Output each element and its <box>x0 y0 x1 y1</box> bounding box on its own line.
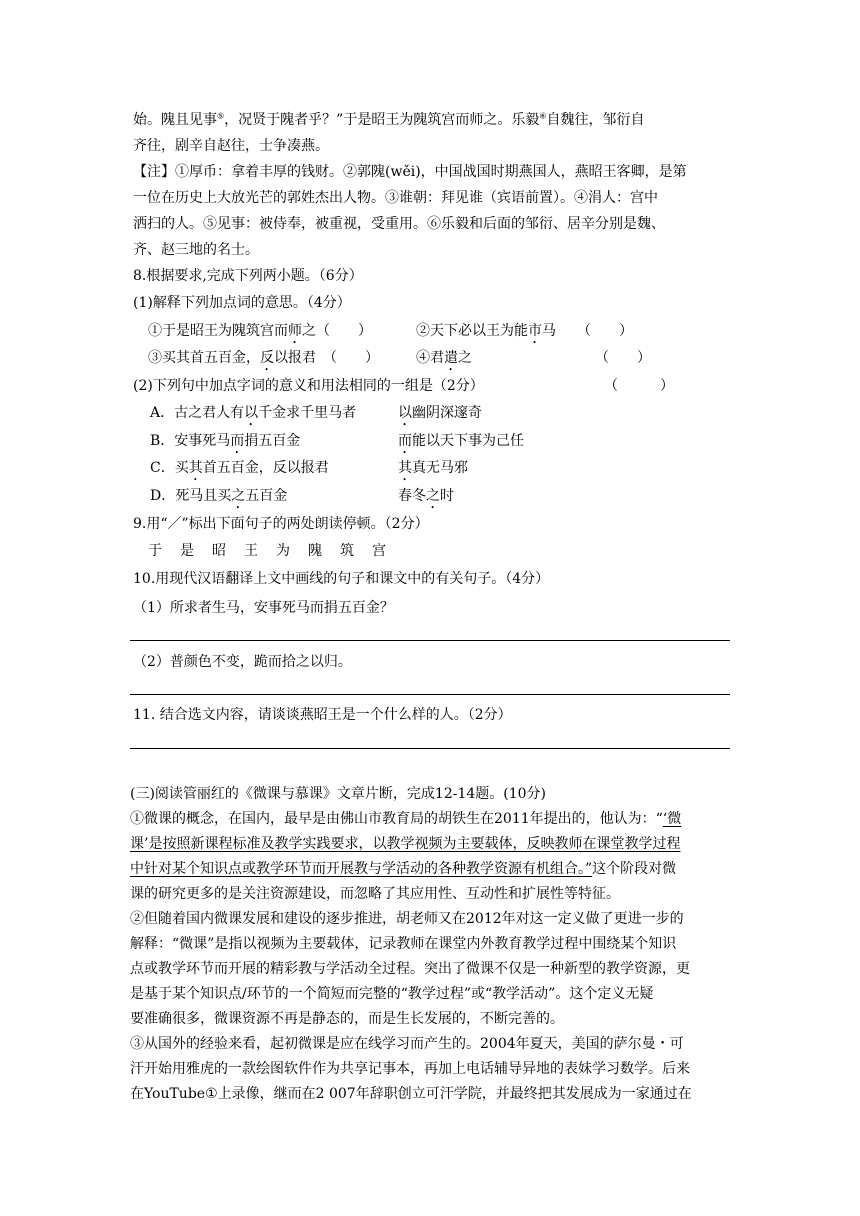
option-a-right <box>398 403 482 429</box>
q8-item-4-blank: （ ） <box>595 350 651 366</box>
question-8-sub2: (2)下列句中加点字词的意义和用法相同的一组是（2分） <box>133 378 484 394</box>
dotted-word: 以 <box>398 405 412 421</box>
option-c-right <box>398 458 468 484</box>
paragraph-3-line: 汗开始用雅虎的一款绘图软件作为共享记事本，再加上电话辅导异地的表妹学习数学。后来 <box>130 1061 690 1077</box>
paragraph-1-line: 课的研究更多的是关注资源建设，而忽略了其应用性、互动性和扩展性等特征。 <box>130 886 620 902</box>
dotted-word: 师 <box>288 323 302 339</box>
text: ②天下必以王为能 <box>416 323 528 339</box>
paragraph-1-line <box>130 809 681 829</box>
footnote-mark: ⑤ <box>217 111 225 121</box>
text: 这个阶段对微 <box>592 861 677 877</box>
passage-line <box>133 110 645 130</box>
sentence-char: 昭 <box>212 543 226 559</box>
question-11-title: 11. 结合选文内容，请谈谈燕昭王是一个什么样的人。（2分） <box>133 707 512 723</box>
dotted-word: 其 <box>398 460 412 476</box>
text: ④君 <box>416 350 444 366</box>
text: 春冬 <box>398 488 426 504</box>
text: ①于是昭王为隗筑宫而 <box>148 323 288 339</box>
option-c-left <box>150 458 329 484</box>
paragraph-2-line: 解释：“微课”是指以视频为主要载体，记录教师在课堂内外教育教学过程中围绕某个知识 <box>130 936 677 952</box>
text: 以报君 （ ） <box>274 350 379 366</box>
question-10-sentence-1: （1）所求者生马，安事死马而捐五百金？ <box>133 600 394 616</box>
text: A．古之君人有 <box>150 405 245 421</box>
text: ，况贤于隗者乎？”于是昭王为隗筑宫而师之。乐毅 <box>224 112 540 128</box>
note-line: 齐、赵三地的名士。 <box>133 242 259 258</box>
dotted-word: 之 <box>231 488 246 504</box>
paragraph-2-line: 要准确很多，微课资源不再是静态的，而是生长发展的，不断完善的。 <box>130 1011 564 1027</box>
text: D．死马且买 <box>150 488 232 504</box>
text: 真无马邪 <box>412 460 468 476</box>
text: 五百金 <box>245 488 288 504</box>
answer-line[interactable] <box>130 694 730 695</box>
question-9-title: 9.用“／”标出下面句子的两处朗读停顿。（2分） <box>133 516 429 532</box>
paragraph-3-line: 在YouTube①上录像，继而在2 007年辞职创立可汗学院，并最终把其发展成为一家通过在 <box>130 1086 692 1102</box>
answer-line[interactable] <box>130 748 730 749</box>
paragraph-3-line: ③从国外的经验来看，起初微课是应在线学习而产生的。2004年夏天，美国的萨尔曼・可 <box>130 1036 684 1052</box>
text: 能以天下事为己任 <box>412 433 524 449</box>
question-9-sentence <box>148 541 404 561</box>
dotted-word: 反 <box>260 350 274 366</box>
question-10-sentence-2: （2）普颜色不变，跪而拾之以归。 <box>133 654 352 670</box>
underlined-text: 中针对某个知识点或教学环节而开展教与学活动的各种教学资源有机组合。” <box>130 861 593 877</box>
note-line: 一位在历史上大放光芒的郭姓杰出人物。③谁朝：拜见谁（宾语前置）。④涓人：宫中 <box>133 190 658 206</box>
sentence-char: 为 <box>276 543 290 559</box>
text: C．买 <box>150 460 189 476</box>
sentence-char: 是 <box>180 543 194 559</box>
sentence-char: 宫 <box>372 543 386 559</box>
q8-item-4 <box>416 348 472 374</box>
answer-line[interactable] <box>130 640 730 641</box>
option-b-right <box>398 431 524 457</box>
question-8-sub1: (1)解释下列加点词的意思。（4分） <box>133 295 351 311</box>
text: 自魏往，邹衍自 <box>546 112 645 128</box>
paragraph-2-line: ②但随着国内微课发展和建设的逐步推进，胡老师又在2012年对这一定义做了更进一步的 <box>130 911 684 927</box>
dotted-word: 遣 <box>444 350 458 366</box>
footnote-mark: ⑥ <box>539 111 547 121</box>
paragraph-1-underlined-line: 课’是按照新课程标准及教学实践要求，以教学视频为主要载体，反映教师在课堂教学过程 <box>130 836 681 852</box>
dotted-word: 之 <box>426 488 440 504</box>
dotted-word: 市 <box>528 323 542 339</box>
underlined-text: ‘微 <box>662 811 682 827</box>
option-d-left <box>150 486 287 512</box>
text: ①微课的概念，在国内，最早是由佛山市教育局的胡铁生在2011年提出的，他认为：“ <box>130 811 663 827</box>
option-b-left <box>150 431 300 457</box>
note-line: 【注】①厚币：拿着丰厚的钱财。②郭隗(wěi)，中国战国时期燕国人，燕昭王客卿，是第 <box>133 164 687 180</box>
q8-item-1 <box>148 321 372 347</box>
text: 马 （ ） <box>542 323 633 339</box>
text: 首五百金，反以报君 <box>202 460 329 476</box>
question-10-title: 10.用现代汉语翻译上文中画线的句子和课文中的有关句子。（4分） <box>133 571 550 587</box>
sentence-char: 王 <box>244 543 258 559</box>
dotted-word: 而 <box>230 433 245 449</box>
paragraph-2-line: 点或教学环节而开展的精彩教与学活动全过程。突出了微课不仅是一种新型的教学资源，更 <box>130 961 690 977</box>
question-8-sub2-blank: （ ） <box>604 378 674 394</box>
question-8-title: 8.根据要求,完成下列两小题。（6分） <box>133 268 363 284</box>
text: 之（ ） <box>302 323 372 339</box>
text: 时 <box>440 488 454 504</box>
text: ③买其首五百金， <box>148 350 260 366</box>
dotted-word: 而 <box>398 433 412 449</box>
sentence-char: 于 <box>148 543 162 559</box>
q8-item-3 <box>148 348 379 374</box>
text: 捐五百金 <box>244 433 301 449</box>
dotted-word: 其 <box>188 460 203 476</box>
passage-line: 齐往，剧辛自赵往，士争凑燕。 <box>133 138 329 154</box>
dotted-word: 以 <box>244 405 259 421</box>
sentence-char: 隗 <box>308 543 322 559</box>
section-3-title: (三)阅读管丽红的《微课与慕课》文章片断，完成12-14题。(10分) <box>130 786 547 802</box>
text: 之 <box>458 350 472 366</box>
note-line: 洒扫的人。⑤见事：被侍奉，被重视，受重用。⑥乐毅和后面的邹衍、居辛分别是魏、 <box>133 216 665 232</box>
option-d-right <box>398 486 454 512</box>
option-a-left <box>150 403 356 429</box>
paragraph-1-line <box>130 859 676 879</box>
paragraph-2-line: 是基于某个知识点/环节的一个简短而完整的“教学过程”或“教学活动”。这个定义无疑 <box>130 986 654 1002</box>
text: 千金求千里马者 <box>258 405 357 421</box>
sentence-char: 筑 <box>340 543 354 559</box>
text: 幽阴深邃奇 <box>412 405 482 421</box>
q8-item-2 <box>416 321 633 347</box>
text: B．安事死马 <box>150 433 231 449</box>
text: 始。隗且见事 <box>133 112 217 128</box>
